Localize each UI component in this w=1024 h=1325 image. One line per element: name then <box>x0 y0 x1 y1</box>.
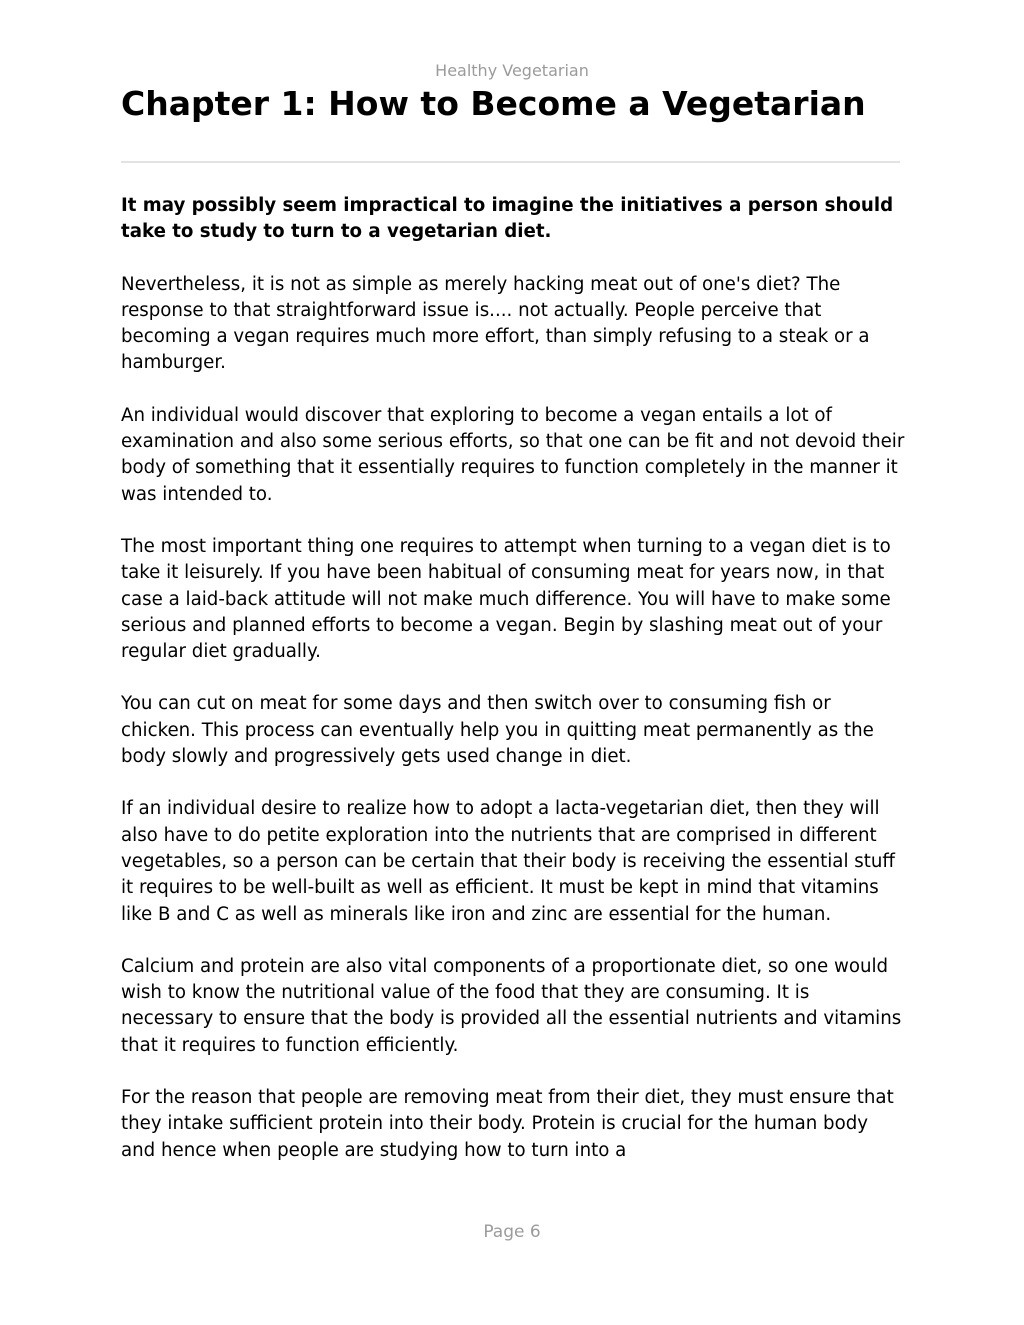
body-paragraph: For the reason that people are removing meat from their diet, they must ensure that they intake sufficient protein into their body. Protein is crucial for the human body and hence when people are studying how to turn into a <box>121 1087 894 1161</box>
lead-paragraph: It may possibly seem impractical to imagine the initiatives a person should take to study to turn to a vegetarian diet. <box>121 195 894 243</box>
chapter-body <box>121 193 906 1190</box>
body-paragraph: An individual would discover that exploring to become a vegan entails a lot of examination and also some serious efforts, so that one can be fit and not devoid their body of something that it essentially requires to function completely in the manner it was intended to. <box>121 404 905 505</box>
running-header: Healthy Vegetarian <box>435 61 589 80</box>
page-number: Page 6 <box>483 1222 541 1242</box>
body-paragraph: Nevertheless, it is not as simple as merely hacking meat out of one's diet? The response to that straightforward issue is.... not actually. People perceive that becoming a vegan requires much more effort, than simply refusing to a steak or a hamburger. <box>121 273 870 374</box>
body-paragraph: You can cut on meat for some days and then switch over to consuming fish or chicken. This process can eventually help you in quitting meat permanently as the body slowly and progressively gets used change in diet. <box>121 693 874 768</box>
body-paragraph: If an individual desire to realize how to adopt a lacta-vegetarian diet, then they will also have to do petite exploration into the nutrients that are comprised in different vegetables, so a person can be certain that their body is receiving the essential stuff it requires to be well-built as well as efficient. It must be kept in mind that vitamins like B and C as well as minerals like iron and zinc are essential for the human. <box>121 798 895 925</box>
body-paragraph: Calcium and protein are also vital components of a proportionate diet, so one would wish to know the nutritional value of the food that they are consuming. It is necessary to ensure that the body is provided all the essential nutrients and vitamins that it requires to function efficiently. <box>121 955 902 1056</box>
title-divider <box>121 161 900 163</box>
chapter-title: Chapter 1: How to Become a Vegetarian <box>121 84 866 123</box>
body-paragraph: The most important thing one requires to attempt when turning to a vegan diet is to take it leisurely. If you have been habitual of consuming meat for years now, in that case a laid-back attitude will not make much difference. You will have to make some serious and planned efforts to become a vegan. Begin by slashing meat out of your regular diet gradually. <box>121 535 891 663</box>
